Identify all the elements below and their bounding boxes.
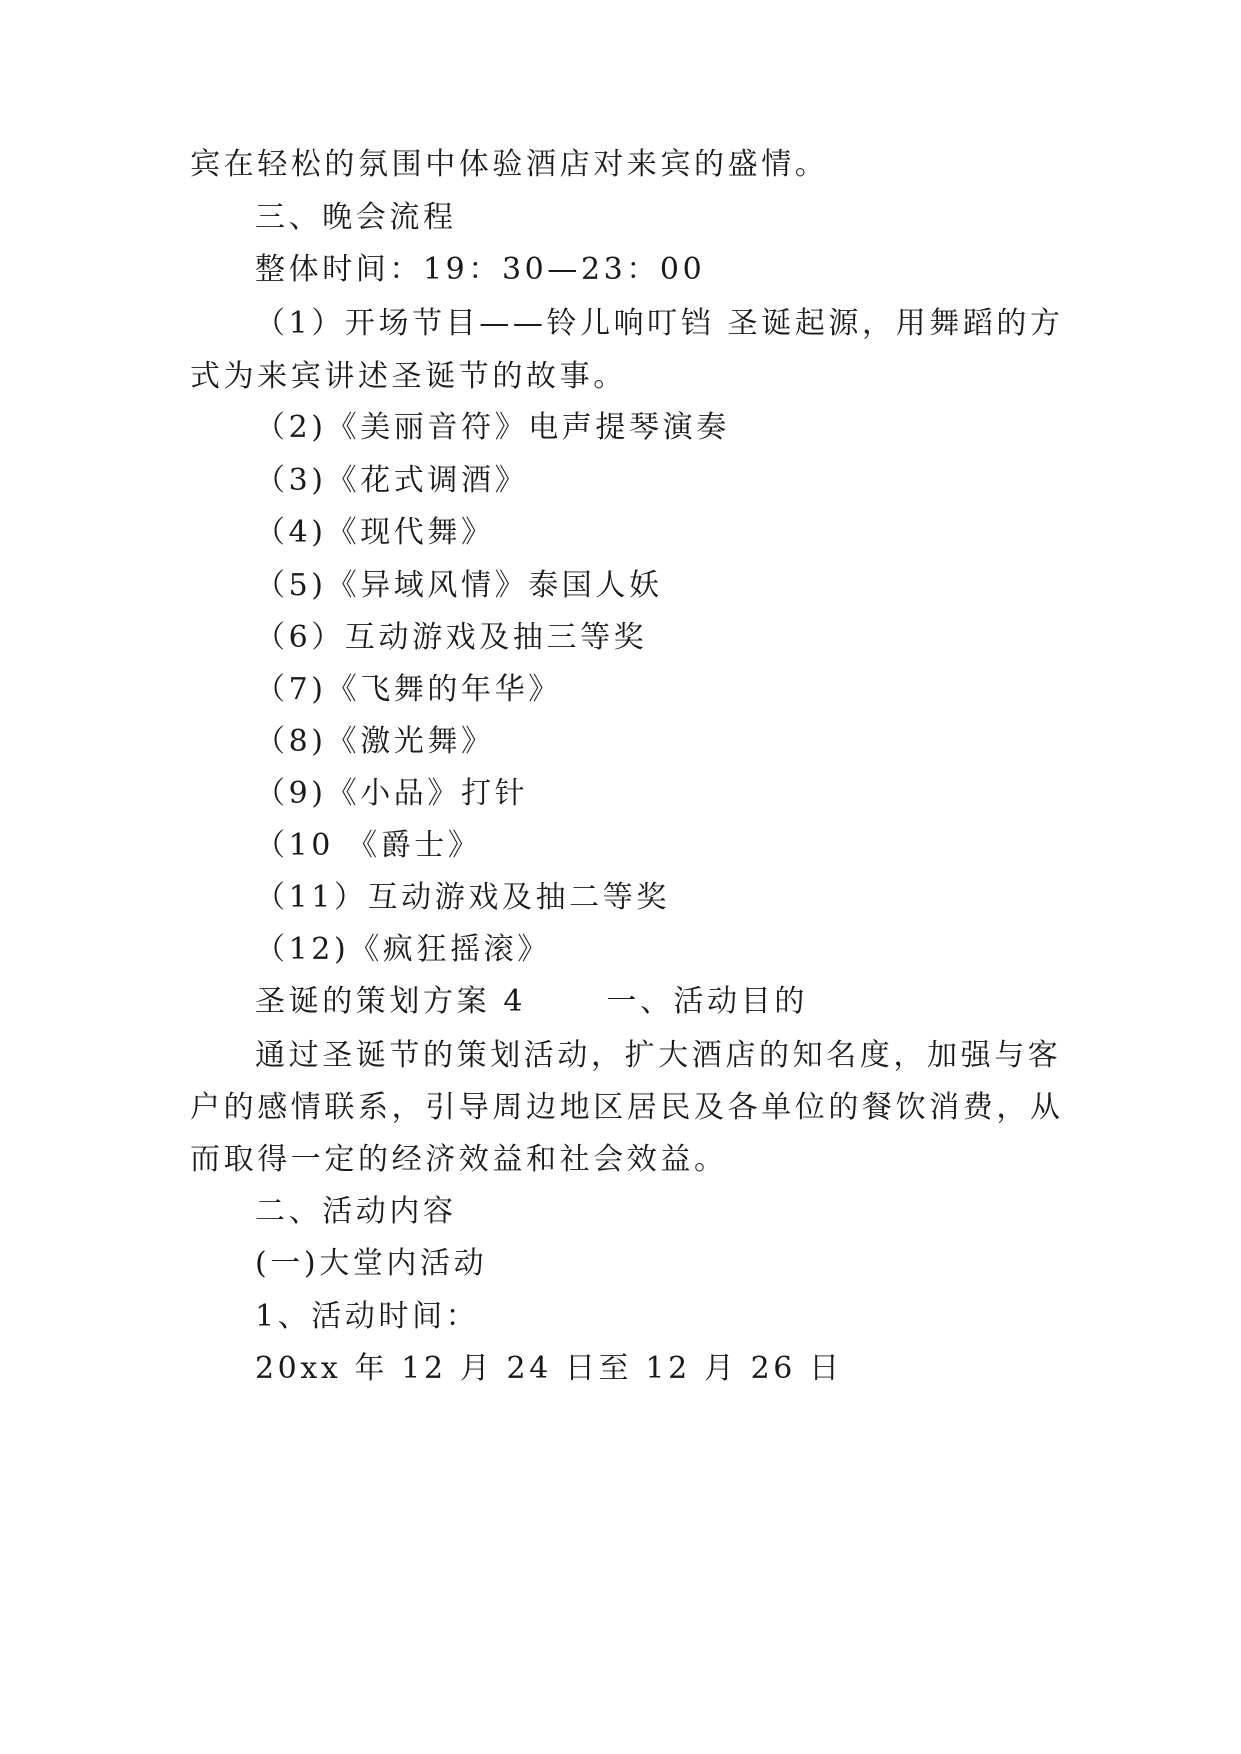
program-item: （5)《异域风情》泰国人妖 <box>255 568 663 603</box>
program-item: （2)《美丽音符》电声提琴演奏 <box>255 410 730 445</box>
program-item: （7)《飞舞的年华》 <box>255 672 562 707</box>
section-heading: 三、晚会流程 <box>255 200 457 235</box>
paragraph-line: 通过圣诞节的策划活动，扩大酒店的知名度，加强与客 <box>255 1038 1062 1073</box>
program-item: （6）互动游戏及抽三等奖 <box>255 620 648 655</box>
program-item: （12)《疯狂摇滚》 <box>255 932 551 967</box>
paragraph-line: 而取得一定的经济效益和社会效益。 <box>190 1142 728 1177</box>
paragraph-line: 20xx 年 12 月 24 日至 12 月 26 日 <box>255 1351 843 1386</box>
paragraph-line: 户的感情联系，引导周边地区居民及各单位的餐饮消费，从 <box>190 1090 1064 1125</box>
paragraph-line: 式为来宾讲述圣诞节的故事。 <box>190 359 627 394</box>
paragraph-line: 宾在轻松的氛围中体验酒店对来宾的盛情。 <box>190 147 829 182</box>
section-heading: 二、活动内容 <box>255 1194 457 1229</box>
paragraph-line: 1、活动时间： <box>255 1299 480 1334</box>
program-item: （3)《花式调酒》 <box>255 463 529 498</box>
program-item: （9)《小品》打针 <box>255 776 529 811</box>
section-heading: 圣诞的策划方案 4 一、活动目的 <box>255 984 808 1019</box>
program-item: （1）开场节目——铃儿响叮铛 圣诞起源，用舞蹈的方 <box>255 306 1064 341</box>
program-item: （10 《爵士》 <box>255 828 482 863</box>
subsection-heading: (一)大堂内活动 <box>255 1246 488 1281</box>
program-item: （8)《激光舞》 <box>255 724 495 759</box>
program-item: （11）互动游戏及抽二等奖 <box>255 880 670 915</box>
program-item: （4)《现代舞》 <box>255 515 495 550</box>
paragraph-line: 整体时间：19：30—23：00 <box>255 252 706 287</box>
